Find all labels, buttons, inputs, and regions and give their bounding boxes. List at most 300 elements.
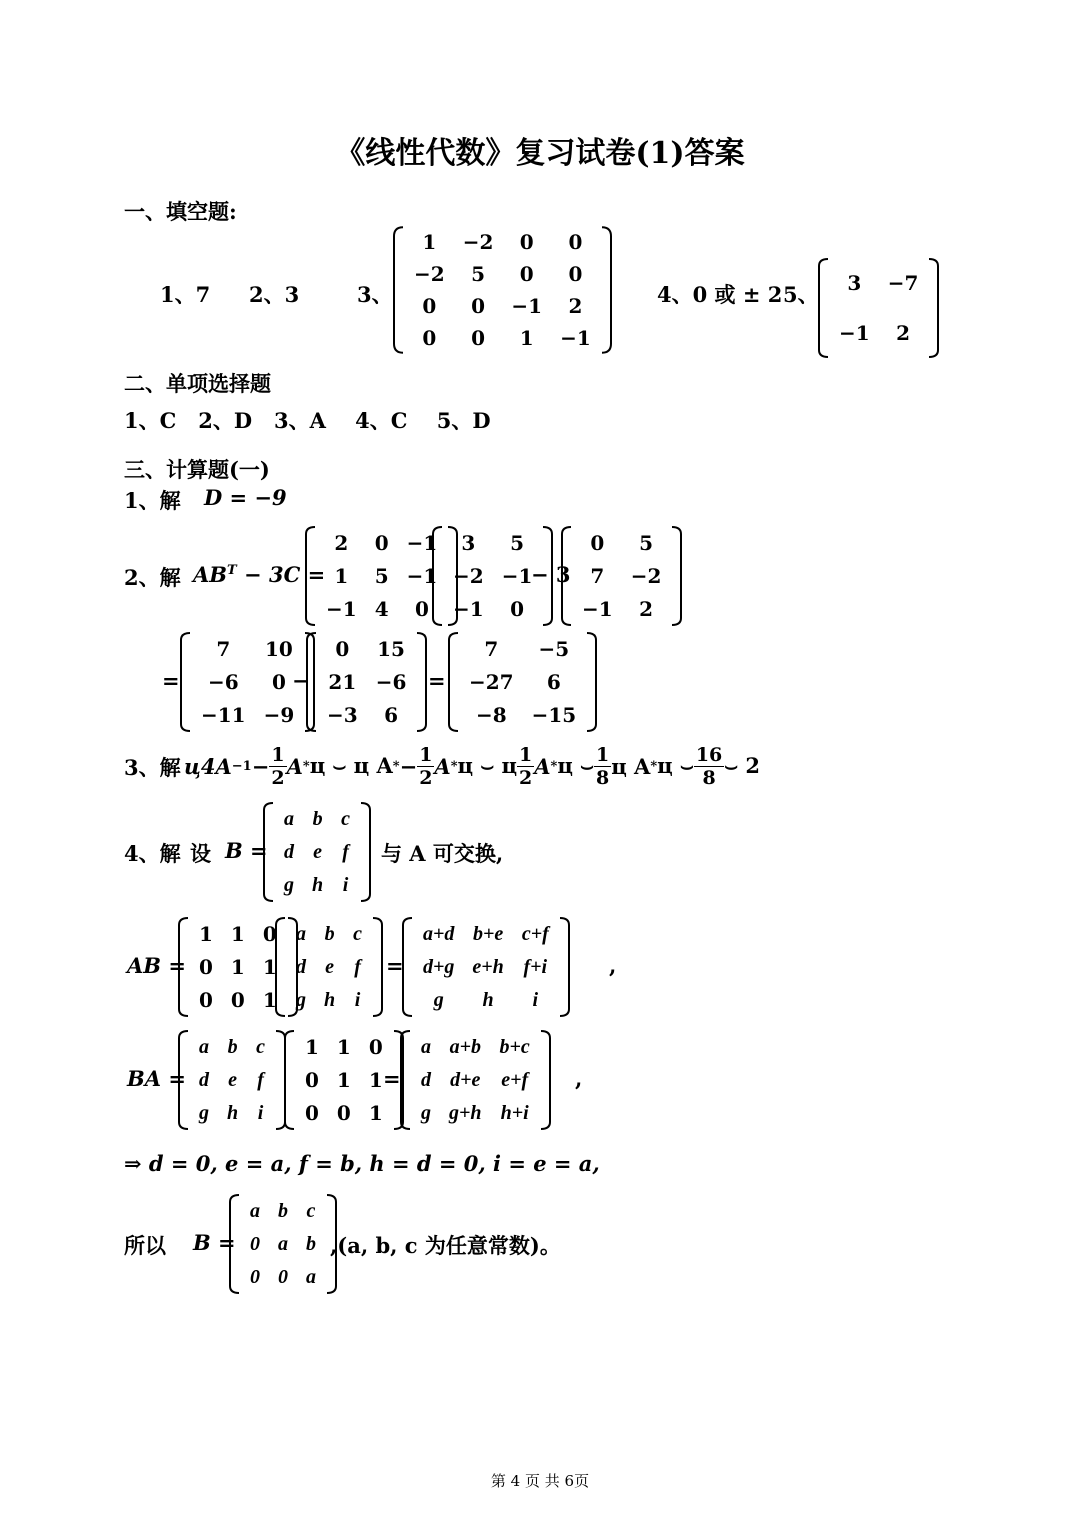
fill-answer-3-label: 3、 — [357, 282, 393, 307]
matrix-q4-final — [229, 1194, 337, 1294]
matrix-cell: 1 — [305, 1034, 319, 1059]
matrix-cell: a+b — [449, 1035, 481, 1058]
matrix-cell: −15 — [531, 703, 577, 728]
matrix-body — [444, 526, 541, 626]
q3-part-10: ц A — [611, 753, 651, 779]
q3-part-2: − — [251, 753, 270, 779]
matrix-q2-3 — [561, 526, 682, 626]
matrix-row — [190, 917, 286, 950]
matrix-left-paren — [275, 917, 287, 1017]
matrix-cell: d — [296, 955, 306, 978]
q3-part-11: ц ⌣ — [657, 753, 694, 778]
matrix-row — [412, 1063, 539, 1096]
matrix-cell: e+h — [472, 955, 504, 978]
matrix-cell: 5 — [639, 530, 653, 555]
matrix-cell: 3 — [847, 271, 862, 295]
matrix-cell: g+h — [449, 1102, 482, 1125]
matrix-left-paren — [229, 1194, 241, 1294]
matrix-cell: g — [433, 989, 444, 1012]
matrix-body — [830, 258, 927, 358]
matrix-cell: a — [284, 807, 294, 830]
matrix-row — [405, 322, 600, 354]
matrix-right-paren — [600, 226, 612, 354]
matrix-row — [318, 632, 415, 665]
matrix-cell: −1 — [582, 597, 613, 622]
matrix-left-paren — [263, 802, 275, 902]
matrix-q2-6 — [448, 632, 597, 732]
q3-part-1: ц4A — [184, 753, 232, 779]
matrix-cell: 1 — [368, 1101, 383, 1126]
q4-ba-comma: , — [575, 1066, 583, 1091]
matrix-fill-5 — [818, 258, 939, 358]
matrix-cell: c — [306, 1199, 316, 1222]
q4-so: 所以 — [124, 1233, 166, 1258]
matrix-row — [190, 1030, 274, 1063]
q3-part-6: A — [434, 753, 451, 779]
q3-sup-2: * — [302, 758, 310, 774]
matrix-row — [190, 950, 286, 983]
matrix-right-paren — [371, 917, 383, 1017]
matrix-row — [192, 699, 303, 732]
q2-equals-1: = — [162, 668, 180, 693]
matrix-body — [317, 526, 446, 626]
matrix-cell: −6 — [375, 669, 407, 694]
q2-minus3: − 3 — [531, 562, 571, 587]
matrix-cell: g — [421, 1102, 431, 1125]
matrix-left-paren — [448, 632, 460, 732]
q3-part-5: − — [399, 753, 418, 779]
matrix-left-paren — [284, 1030, 296, 1130]
matrix-cell: i — [342, 874, 349, 897]
matrix-row — [573, 559, 670, 592]
matrix-cell: h — [482, 989, 494, 1012]
matrix-body — [573, 526, 670, 626]
matrix-cell: −1 — [839, 321, 870, 345]
matrix-cell: a — [199, 1035, 209, 1058]
matrix-row — [241, 1227, 325, 1260]
matrix-right-paren — [539, 1030, 551, 1130]
matrix-cell: 0 — [262, 921, 277, 946]
q3-label: 3、解 — [124, 755, 181, 780]
matrix-cell: a+d — [423, 922, 455, 945]
matrix-body — [190, 917, 286, 1017]
matrix-cell: f+i — [523, 955, 548, 978]
matrix-cell: g — [199, 1102, 209, 1125]
matrix-cell: 0 — [374, 530, 389, 555]
matrix-row — [287, 917, 371, 950]
page-title: 《线性代数》复习试卷(1)答案 — [335, 136, 745, 171]
matrix-row — [275, 835, 359, 868]
matrix-cell: 7 — [216, 636, 231, 661]
matrix-row — [318, 665, 415, 698]
matrix-cell: b — [227, 1035, 238, 1058]
q4-set: 设 — [190, 841, 211, 866]
matrix-cell: a — [296, 922, 306, 945]
matrix-cell: 2 — [639, 597, 653, 622]
matrix-cell: g — [296, 989, 306, 1012]
matrix-cell: 1 — [368, 1067, 383, 1092]
q3-sup-6: * — [650, 758, 658, 774]
matrix-cell: d+e — [450, 1068, 481, 1091]
q2-minus: − — [292, 668, 310, 693]
matrix-cell: 0 — [590, 530, 605, 555]
matrix-cell: i — [257, 1102, 264, 1125]
matrix-cell: −2 — [414, 262, 445, 286]
matrix-cell: −1 — [406, 530, 438, 555]
matrix-row — [444, 526, 541, 559]
matrix-row — [414, 950, 558, 983]
matrix-cell: 1 — [519, 326, 534, 350]
q3-sup-3: * — [392, 758, 400, 774]
matrix-cell: 1 — [334, 563, 349, 588]
matrix-cell: −8 — [475, 703, 507, 728]
matrix-cell: −5 — [538, 636, 570, 661]
matrix-row — [192, 665, 303, 698]
matrix-row — [405, 226, 600, 258]
matrix-body — [412, 1030, 539, 1130]
section-fill-in: 一、填空题: — [124, 199, 237, 224]
matrix-cell: b+c — [499, 1035, 530, 1058]
matrix-cell: 0 — [414, 597, 429, 622]
matrix-cell: c+f — [521, 922, 549, 945]
matrix-q4-b-2 — [178, 1030, 286, 1130]
matrix-cell: e+f — [501, 1068, 529, 1091]
matrix-cell: e — [228, 1068, 237, 1091]
matrix-cell: 5 — [471, 262, 485, 286]
matrix-row — [460, 632, 585, 665]
matrix-cell: 7 — [484, 636, 499, 661]
matrix-cell: a — [278, 1232, 288, 1255]
matrix-left-paren — [432, 526, 444, 626]
matrix-cell: 2 — [568, 294, 583, 318]
section-single-choice: 二、单项选择题 — [124, 371, 271, 396]
matrix-row — [414, 917, 558, 950]
matrix-cell: i — [354, 989, 361, 1012]
matrix-cell: −9 — [263, 703, 295, 728]
matrix-cell: 1 — [230, 954, 245, 979]
q3-sup-4: * — [450, 758, 458, 774]
matrix-cell: d — [284, 840, 294, 863]
matrix-cell: 0 — [471, 326, 485, 350]
matrix-cell: 1 — [199, 921, 213, 946]
matrix-cell: −11 — [201, 703, 246, 728]
matrix-cell: 0 — [199, 988, 213, 1013]
q4-ab-comma: , — [609, 953, 617, 978]
q3-fraction-4-den: 8 — [596, 766, 610, 789]
matrix-row — [192, 632, 303, 665]
q3-fraction-1-den: 2 — [271, 766, 285, 789]
q3-fraction-3 — [517, 744, 534, 789]
q3-fraction-1 — [269, 744, 286, 789]
matrix-cell: 0 — [271, 669, 286, 694]
q2-label: 2、解 — [124, 565, 181, 590]
matrix-fill-3 — [393, 226, 612, 354]
matrix-row — [296, 1030, 392, 1063]
q4-commute-text: 与 A 可交换, — [381, 841, 504, 866]
matrix-row — [241, 1261, 325, 1294]
matrix-row — [573, 526, 670, 559]
matrix-body — [241, 1194, 325, 1294]
matrix-q4-ab-result — [402, 917, 570, 1017]
q3-part-8: A — [534, 753, 551, 779]
matrix-row — [287, 984, 371, 1017]
matrix-cell: 1 — [262, 954, 277, 979]
q3-fraction-2 — [417, 744, 434, 789]
matrix-cell: 0 — [199, 954, 213, 979]
matrix-cell: 0 — [305, 1101, 319, 1126]
matrix-cell: 2 — [896, 321, 910, 345]
matrix-body — [296, 1030, 392, 1130]
matrix-cell: −1 — [406, 563, 438, 588]
matrix-cell: f — [257, 1068, 264, 1091]
matrix-cell: −7 — [887, 271, 919, 295]
matrix-left-paren — [305, 526, 317, 626]
matrix-row — [317, 593, 446, 626]
matrix-row — [405, 290, 600, 322]
q4-final-note: ,(a, b, c 为任意常数)。 — [330, 1233, 561, 1258]
matrix-cell: 0 — [471, 294, 485, 318]
matrix-cell: −2 — [453, 563, 484, 588]
q3-fraction-5-den: 8 — [702, 766, 716, 789]
matrix-row — [241, 1194, 325, 1227]
matrix-cell: 0 — [230, 988, 245, 1013]
matrix-row — [573, 593, 670, 626]
matrix-q4-b — [263, 802, 371, 902]
q3-sup-1: −1 — [231, 758, 252, 774]
matrix-cell: h — [324, 989, 336, 1012]
matrix-row — [444, 593, 541, 626]
matrix-cell: −1 — [560, 326, 591, 350]
matrix-cell: b — [306, 1232, 316, 1255]
fill-answer-1: 1、7 — [160, 282, 211, 307]
matrix-cell: h — [312, 874, 324, 897]
matrix-body — [318, 632, 415, 732]
matrix-cell: −2 — [462, 230, 494, 254]
matrix-cell: 6 — [546, 669, 561, 694]
matrix-body — [414, 917, 558, 1017]
page-footer: 第 4 页 共 6页 — [490, 1472, 590, 1490]
matrix-row — [190, 1097, 274, 1130]
matrix-row — [275, 869, 359, 902]
matrix-row — [414, 984, 558, 1017]
matrix-cell: 5 — [374, 563, 389, 588]
matrix-cell: −6 — [207, 669, 239, 694]
matrix-cell: −1 — [326, 597, 357, 622]
matrix-row — [287, 950, 371, 983]
q3-fraction-4-num: 1 — [596, 743, 610, 766]
matrix-left-paren — [178, 917, 190, 1017]
matrix-cell: 5 — [510, 530, 524, 555]
matrix-left-paren — [178, 1030, 190, 1130]
matrix-row — [190, 984, 286, 1017]
q2-lhs-rest: − 3C = — [236, 562, 326, 587]
matrix-cell: f — [354, 955, 361, 978]
matrix-cell: −1 — [501, 563, 533, 588]
matrix-row — [275, 802, 359, 835]
q3-fraction-1-num: 1 — [271, 743, 285, 766]
matrix-row — [460, 665, 585, 698]
q4-label: 4、解 — [124, 841, 181, 866]
q2-equals-2: = — [428, 668, 446, 693]
matrix-row — [317, 526, 446, 559]
matrix-cell: 0 — [368, 1034, 383, 1059]
q3-fraction-2-num: 1 — [419, 743, 433, 766]
matrix-row — [405, 258, 600, 290]
choice-answers: 1、C 2、D 3、A 4、C 5、D — [124, 408, 491, 433]
matrix-row — [296, 1097, 392, 1130]
q4-ba-equals: BA = — [127, 1066, 186, 1091]
fill-answer-2: 2、3 — [249, 282, 300, 307]
matrix-cell: a — [306, 1266, 316, 1289]
matrix-cell: d — [199, 1068, 209, 1091]
matrix-left-paren — [400, 1030, 412, 1130]
q3-part-7: ц ⌣ ц — [457, 753, 517, 778]
q3-fraction-2-den: 2 — [419, 766, 433, 789]
matrix-cell: c — [256, 1035, 266, 1058]
q3-fraction-3-num: 1 — [519, 743, 533, 766]
matrix-cell: a — [421, 1035, 431, 1058]
matrix-cell: 0 — [250, 1266, 260, 1289]
q3-fraction-4 — [594, 744, 611, 789]
matrix-cell: b — [278, 1199, 288, 1222]
matrix-cell: f — [342, 840, 349, 863]
q3-part-12: ⌣ 2 — [724, 753, 761, 778]
matrix-body — [460, 632, 585, 732]
q3-fraction-5 — [694, 744, 724, 789]
matrix-row — [318, 699, 415, 732]
matrix-cell: −2 — [630, 563, 662, 588]
matrix-cell: b+e — [472, 922, 504, 945]
matrix-cell: 0 — [510, 597, 524, 622]
matrix-cell: 0 — [519, 230, 534, 254]
matrix-right-paren — [558, 917, 570, 1017]
q3-part-3: A — [286, 753, 303, 779]
matrix-row — [444, 559, 541, 592]
q4-b-equals: B = — [225, 838, 268, 863]
matrix-cell: 0 — [568, 230, 583, 254]
matrix-left-paren — [561, 526, 573, 626]
matrix-q4-b-1 — [275, 917, 383, 1017]
matrix-row — [460, 699, 585, 732]
matrix-row — [412, 1097, 539, 1130]
matrix-cell: 1 — [262, 988, 277, 1013]
matrix-cell: 15 — [377, 636, 405, 661]
matrix-cell: −3 — [327, 703, 358, 728]
matrix-left-paren — [180, 632, 192, 732]
matrix-right-paren — [670, 526, 682, 626]
matrix-cell: 2 — [334, 530, 349, 555]
matrix-cell: e — [325, 955, 334, 978]
matrix-left-paren — [306, 632, 318, 732]
matrix-cell: 1 — [422, 230, 437, 254]
matrix-cell: 0 — [250, 1232, 260, 1255]
q4-implies-line: ⇒ d = 0, e = a, f = b, h = d = 0, i = e = a, — [124, 1151, 600, 1176]
q1-expression: D = −9 — [204, 485, 287, 510]
q4-ab-equals: AB = — [127, 953, 186, 978]
matrix-cell: 0 — [568, 262, 583, 286]
matrix-right-paren — [585, 632, 597, 732]
matrix-cell: 0 — [278, 1266, 288, 1289]
matrix-left-paren — [393, 226, 405, 354]
q4-ab-equals-sign: = — [386, 953, 404, 978]
section-calc: 三、计算题(一) — [124, 457, 270, 482]
matrix-left-paren — [402, 917, 414, 1017]
matrix-left-paren — [818, 258, 830, 358]
matrix-row — [830, 258, 927, 308]
matrix-cell: 0 — [519, 262, 534, 286]
q3-part-4: ц ⌣ ц A — [309, 753, 393, 778]
q3-expression — [184, 740, 760, 792]
matrix-body — [275, 802, 359, 902]
q1-label: 1、解 — [124, 488, 181, 513]
matrix-cell: 0 — [305, 1067, 319, 1092]
matrix-cell: −1 — [511, 294, 543, 318]
matrix-body — [190, 1030, 274, 1130]
matrix-cell: −1 — [453, 597, 484, 622]
q2-lhs-transpose: T — [227, 563, 237, 578]
matrix-cell: d+g — [423, 955, 455, 978]
q3-part-9: ц ⌣ — [557, 753, 594, 778]
matrix-row — [412, 1030, 539, 1063]
q3-sup-5: * — [550, 758, 558, 774]
matrix-q4-ba-result — [400, 1030, 551, 1130]
q2-lhs-ab: AB — [193, 562, 228, 587]
matrix-body — [405, 226, 600, 354]
matrix-cell: 0 — [336, 1101, 351, 1126]
matrix-cell: h — [227, 1102, 239, 1125]
matrix-cell: −27 — [469, 669, 514, 694]
matrix-cell: 1 — [336, 1034, 351, 1059]
matrix-row — [190, 1063, 274, 1096]
matrix-cell: a — [250, 1199, 260, 1222]
q3-fraction-3-den: 2 — [519, 766, 533, 789]
matrix-right-paren — [359, 802, 371, 902]
matrix-cell: b — [312, 807, 323, 830]
matrix-cell: 0 — [422, 294, 437, 318]
matrix-row — [830, 308, 927, 358]
matrix-cell: 7 — [590, 563, 605, 588]
q3-fraction-5-num: 16 — [695, 743, 723, 766]
matrix-cell: e — [313, 840, 322, 863]
matrix-cell: 3 — [461, 530, 476, 555]
matrix-cell: 1 — [336, 1067, 351, 1092]
q4-ba-equals-sign: = — [383, 1066, 401, 1091]
q4-final-b-equals: B = — [193, 1230, 236, 1255]
matrix-right-paren — [927, 258, 939, 358]
matrix-cell: c — [341, 807, 351, 830]
matrix-row — [296, 1063, 392, 1096]
matrix-body — [287, 917, 371, 1017]
matrix-cell: c — [353, 922, 363, 945]
matrix-cell: b — [324, 922, 335, 945]
matrix-cell: 0 — [422, 326, 437, 350]
matrix-cell: 0 — [335, 636, 350, 661]
matrix-cell: 21 — [328, 669, 357, 694]
matrix-cell: 10 — [265, 636, 293, 661]
matrix-right-paren — [415, 632, 427, 732]
matrix-cell: 4 — [374, 597, 389, 622]
matrix-cell: i — [532, 989, 539, 1012]
matrix-body — [192, 632, 303, 732]
matrix-cell: g — [284, 874, 294, 897]
fill-answer-5-label: 5、 — [783, 282, 819, 307]
matrix-row — [317, 559, 446, 592]
matrix-cell: d — [421, 1068, 431, 1091]
matrix-cell: 6 — [384, 703, 398, 728]
matrix-q2-5 — [306, 632, 427, 732]
matrix-cell: h+i — [500, 1102, 529, 1125]
fill-answer-4: 4、0 或 ± 2 — [657, 282, 783, 307]
